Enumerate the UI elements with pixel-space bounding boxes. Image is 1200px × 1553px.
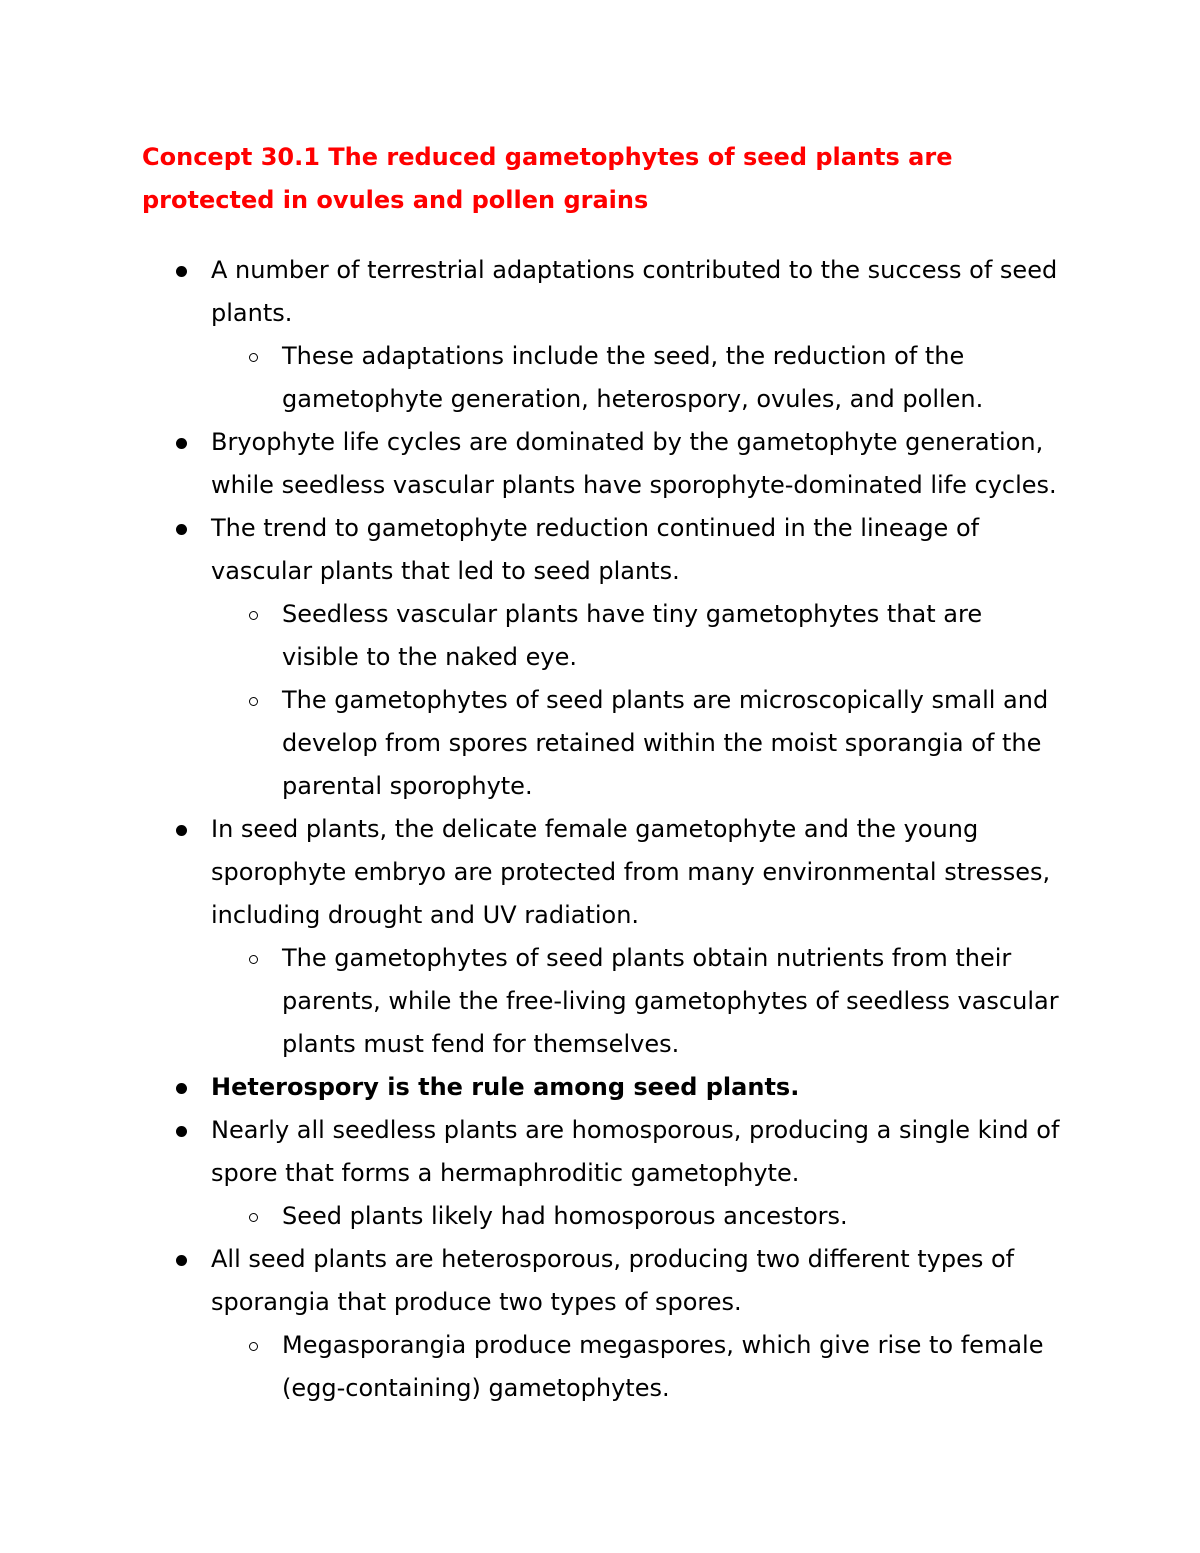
list-item-text: Bryophyte life cycles are dominated by the gametophyte generation, while seedless vascular plants have sporophyte-dominated life cycles. xyxy=(211,428,1057,499)
list-item-text: These adaptations include the seed, the reduction of the gametophyte generation, heterospory, ovules, and pollen. xyxy=(282,342,984,413)
bullet-icon xyxy=(176,266,187,277)
notes-list xyxy=(0,249,1200,1410)
list-item xyxy=(0,808,1061,937)
list-item xyxy=(0,937,1064,1066)
list-item xyxy=(0,1195,1064,1238)
list-item xyxy=(0,1324,1064,1410)
bullet-icon xyxy=(176,1126,187,1137)
bullet-icon xyxy=(176,1083,187,1094)
bullet-icon xyxy=(176,825,187,836)
list-item-text: Nearly all seedless plants are homosporous, producing a single kind of spore that forms a hermaphroditic gametophyte. xyxy=(211,1116,1060,1187)
list-item-text: The gametophytes of seed plants are microscopically small and develop from spores retained within the moist sporangia of the parental sporophyte. xyxy=(282,686,1049,800)
list-item xyxy=(0,249,1061,335)
hollow-bullet-icon xyxy=(249,955,258,964)
list-item xyxy=(0,335,1064,421)
hollow-bullet-icon xyxy=(249,1342,258,1351)
list-item-text: All seed plants are heterosporous, producing two different types of sporangia that produce two types of spores. xyxy=(211,1245,1015,1316)
bullet-icon xyxy=(176,524,187,535)
hollow-bullet-icon xyxy=(249,697,258,706)
page-title: Concept 30.1 The reduced gametophytes of seed plants are protected in ovules and pollen grains xyxy=(142,143,953,214)
list-item xyxy=(0,1109,1061,1195)
list-item-text: Seedless vascular plants have tiny gametophytes that are visible to the naked eye. xyxy=(282,600,983,671)
list-item-text: Megasporangia produce megaspores, which give rise to female (egg-containing) gametophytes. xyxy=(282,1331,1044,1402)
list-item-text: The trend to gametophyte reduction continued in the lineage of vascular plants that led to seed plants. xyxy=(211,514,980,585)
list-item-text: The gametophytes of seed plants obtain nutrients from their parents, while the free-living gametophytes of seedless vascular plants must fend for themselves. xyxy=(282,944,1059,1058)
hollow-bullet-icon xyxy=(249,611,258,620)
list-item xyxy=(0,1066,1061,1109)
list-item-text: In seed plants, the delicate female gametophyte and the young sporophyte embryo are protected from many environmental stresses, including drought and UV radiation. xyxy=(211,815,1051,929)
list-item xyxy=(0,593,1064,679)
list-item xyxy=(0,507,1061,593)
hollow-bullet-icon xyxy=(249,353,258,362)
hollow-bullet-icon xyxy=(249,1213,258,1222)
list-item xyxy=(0,679,1064,808)
bullet-icon xyxy=(176,1255,187,1266)
list-item xyxy=(0,421,1061,507)
bullet-icon xyxy=(176,438,187,449)
list-item-text: Heterospory is the rule among seed plants. xyxy=(211,1073,800,1101)
list-item-text: A number of terrestrial adaptations contributed to the success of seed plants. xyxy=(211,256,1058,327)
list-item xyxy=(0,1238,1061,1324)
list-item-text: Seed plants likely had homosporous ancestors. xyxy=(282,1202,848,1230)
